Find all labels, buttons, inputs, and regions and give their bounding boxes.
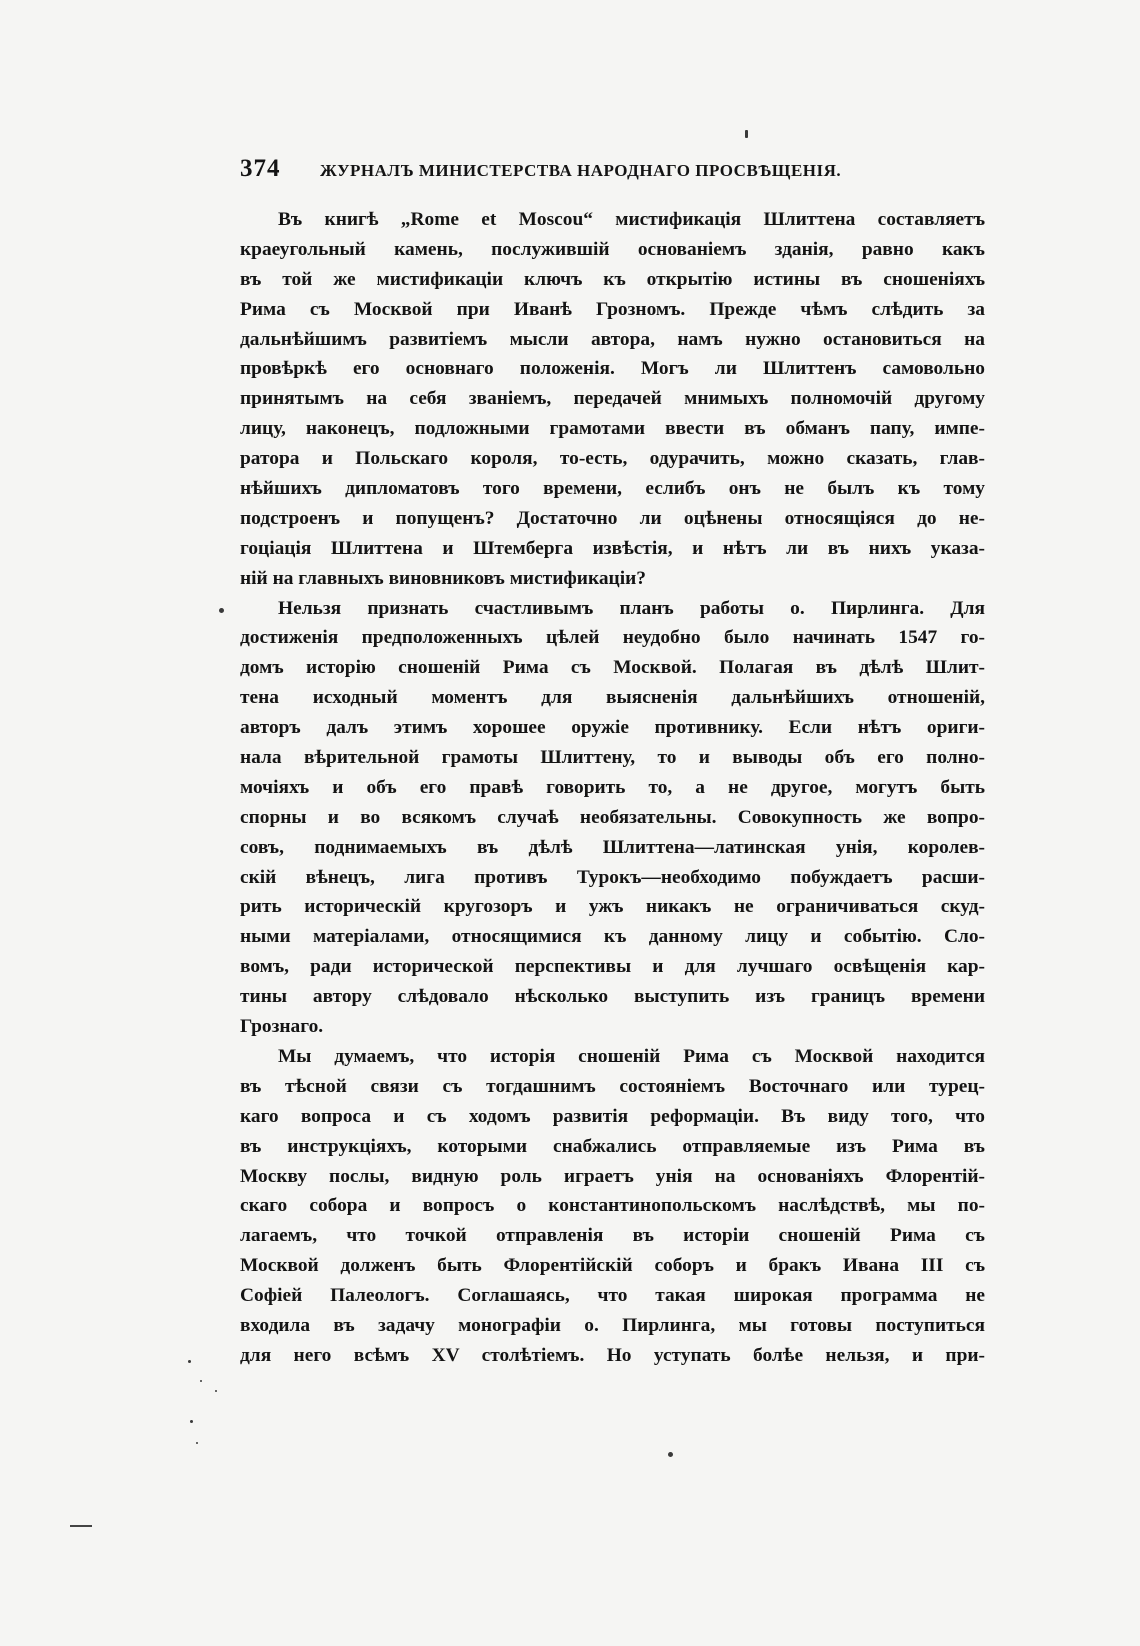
page-number: 374 <box>240 155 281 182</box>
text-line: Рима съ Москвой при Иванѣ Грозномъ. Прежде чѣмъ слѣдить за <box>240 298 985 320</box>
text-line: краеугольный камень, послужившій основаніемъ зданія, равно какъ <box>240 238 985 260</box>
text-line: Мы думаемъ, что исторія сношеній Рима съ Москвой находится <box>278 1045 985 1067</box>
text-line: ными матеріалами, относящимися къ данному лицу и событію. Сло- <box>240 926 985 948</box>
page-header <box>240 155 985 189</box>
text-line: каго вопроса и съ ходомъ развитія реформаціи. Въ виду того, что <box>240 1105 985 1127</box>
text-line: Нельзя признать счастливымъ планъ работы о. Пирлинга. Для <box>278 597 985 619</box>
text-line: Москвой долженъ быть Флорентійскій соборъ и бракъ Ивана III съ <box>240 1255 985 1277</box>
text-line: нѣйшихъ дипломатовъ того времени, еслибъ онъ не былъ къ тому <box>240 478 985 500</box>
text-line: домъ исторію сношеній Рима съ Москвой. Полагая въ дѣлѣ Шлит- <box>240 657 985 679</box>
text-line: нала вѣрительной грамоты Шлиттену, то и выводы объ его полно- <box>240 747 985 769</box>
paragraph <box>240 1042 985 1371</box>
scan-speck <box>188 1360 191 1363</box>
text-line: спорны и во всякомъ случаѣ необязательны. Совокупность же вопро- <box>240 806 985 828</box>
text-line: входила въ задачу монографіи о. Пирлинга, мы готовы поступиться <box>240 1314 985 1336</box>
text-line: Софіей Палеологъ. Соглашаясь, что такая широкая программа не <box>240 1285 985 1307</box>
scan-speck <box>196 1442 198 1444</box>
scan-speck <box>668 1452 673 1457</box>
scan-speck <box>745 130 748 138</box>
text-line: подстроенъ и попущенъ? Достаточно ли оцѣнены относящіяся до не- <box>240 507 985 529</box>
text-line: тена исходный моментъ для выясненія дальнѣйшихъ отношеній, <box>240 687 985 709</box>
text-line: тины автору слѣдовало нѣсколько выступить изъ границъ времени <box>240 986 985 1008</box>
body-text <box>240 205 985 1371</box>
text-line: скій вѣнецъ, лига противъ Турокъ—необходимо побуждаетъ расши- <box>240 866 985 888</box>
scan-speck <box>190 1420 193 1423</box>
text-line: ратора и Польскаго короля, то-есть, одурачить, можно сказать, глав- <box>240 448 985 470</box>
text-line: лицу, наконецъ, подложными грамотами ввести въ обманъ папу, импе- <box>240 418 985 440</box>
paragraph <box>240 594 985 1042</box>
text-line: рить историческій кругозоръ и ужъ никакъ не ограничиваться скуд- <box>240 896 985 918</box>
scan-speck <box>215 1390 217 1392</box>
text-line: ній на главныхъ виновниковъ мистификаціи? <box>240 567 646 589</box>
text-line: принятымъ на себя званіемъ, передачей мнимыхъ полномочій другому <box>240 388 985 410</box>
text-line: вомъ, ради исторической перспективы и для лучшаго освѣщенія кар- <box>240 956 985 978</box>
text-line: лагаемъ, что точкой отправленія въ исторіи сношеній Рима съ <box>240 1225 985 1247</box>
text-line: авторъ далъ этимъ хорошее оружіе противнику. Если нѣтъ ориги- <box>240 717 985 739</box>
text-line: Москву послы, видную роль играетъ унія на основаніяхъ Флорентій- <box>240 1165 985 1187</box>
text-line: мочіяхъ и объ его правѣ говорить то, а не другое, могутъ быть <box>240 776 985 798</box>
running-head: ЖУРНАЛЪ МИНИСТЕРСТВА НАРОДНАГО ПРОСВѢЩЕНІЯ. <box>320 161 842 180</box>
text-line: въ инструкціяхъ, которыми снабжались отправляемые изъ Рима въ <box>240 1135 985 1157</box>
text-line: провѣркѣ его основнаго положенія. Могъ ли Шлиттенъ самовольно <box>240 358 985 380</box>
text-line: въ той же мистификаціи ключъ къ открытію истины въ сношеніяхъ <box>240 268 985 290</box>
text-line: въ тѣсной связи съ тогдашнимъ состояніемъ Восточнаго или турец- <box>240 1075 985 1097</box>
text-line: Въ книгѣ „Rome et Moscou“ мистификація Шлиттена составляетъ <box>278 209 985 230</box>
text-line: Грознаго. <box>240 1016 324 1038</box>
text-line: совъ, поднимаемыхъ въ дѣлѣ Шлиттена—латинская унія, королев- <box>240 836 985 858</box>
text-line: для него всѣмъ XV столѣтіемъ. Но уступать болѣе нельзя, и при- <box>240 1344 985 1366</box>
text-line: дальнѣйшимъ развитіемъ мысли автора, намъ нужно остановиться на <box>240 328 985 350</box>
scan-speck <box>219 608 224 613</box>
paragraph <box>240 205 985 594</box>
text-line: достиженія предположенныхъ цѣлей неудобно было начинать 1547 го- <box>240 627 985 649</box>
scan-speck <box>200 1380 202 1382</box>
scan-mark <box>70 1525 92 1527</box>
text-line: скаго собора и вопросъ о константинопольскомъ наслѣдствѣ, мы по- <box>240 1195 985 1217</box>
text-line: гоціація Шлиттена и Штемберга извѣстія, и нѣтъ ли въ нихъ указа- <box>240 537 985 559</box>
